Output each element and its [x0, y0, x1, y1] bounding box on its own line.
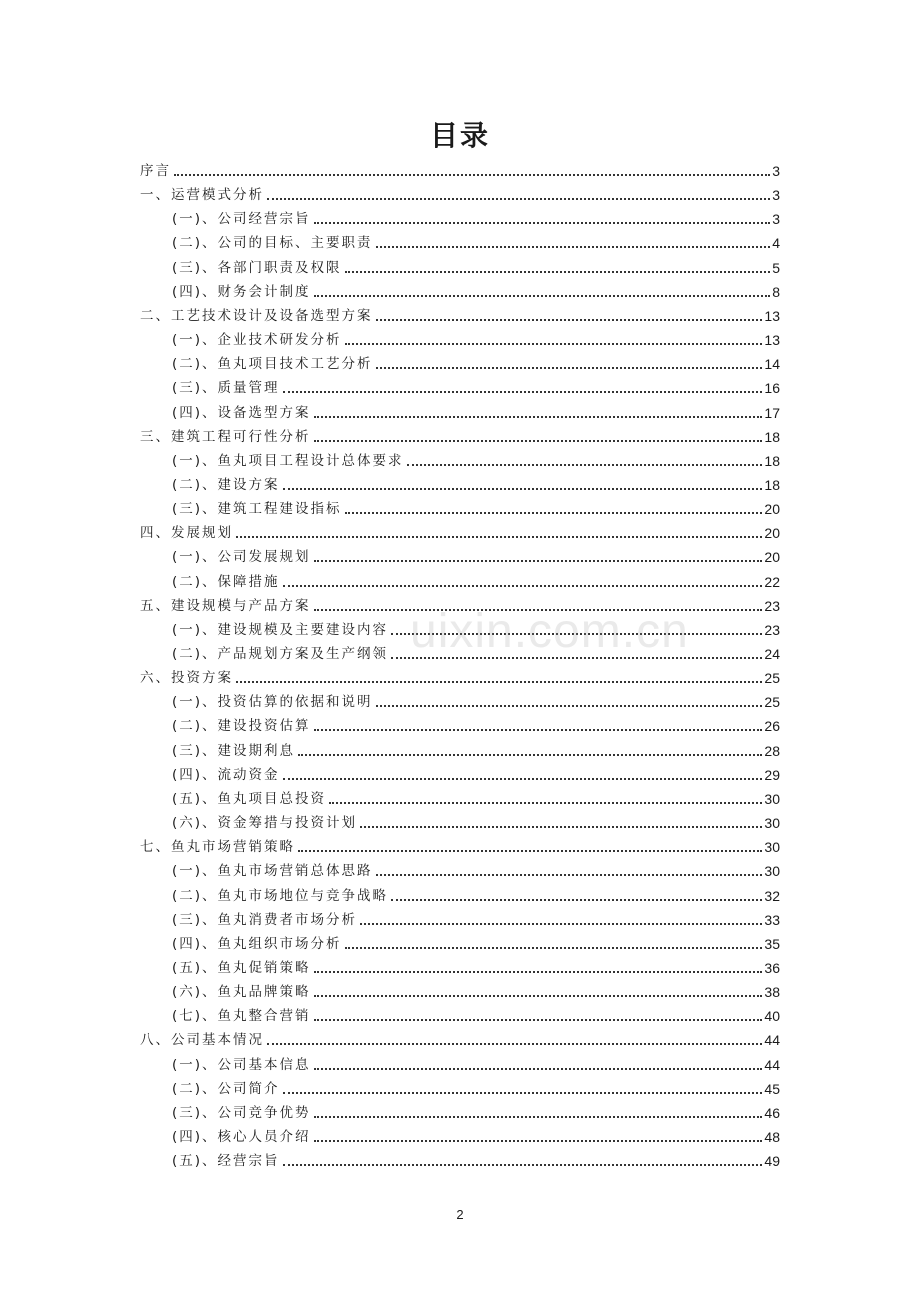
toc-entry-page: 38: [764, 984, 780, 1001]
toc-dot-leader: [314, 971, 763, 973]
watermark: uixin.com.cn: [410, 605, 689, 658]
toc-entry-page: 36: [764, 959, 780, 976]
toc-entry-label: (六)、鱼丸品牌策略: [172, 984, 311, 1001]
toc-entry-label: (四)、鱼丸组织市场分析: [172, 935, 342, 952]
toc-entry-page: 23: [764, 597, 780, 614]
toc-entry-chapter[interactable]: [140, 426, 780, 448]
toc-entry-label: (三)、质量管理: [172, 380, 280, 397]
toc-entry-label: (一)、公司经营宗旨: [172, 211, 311, 228]
toc-entry-chapter[interactable]: [140, 184, 780, 206]
toc-entry-section[interactable]: [172, 1150, 780, 1172]
toc-entry-section[interactable]: [172, 1054, 780, 1076]
toc-dot-leader: [314, 995, 763, 997]
toc-entry-page: 40: [764, 1008, 780, 1025]
toc-entry-section[interactable]: [172, 377, 780, 399]
toc-dot-leader: [314, 1068, 763, 1070]
toc-entry-label: 一、运营模式分析: [140, 187, 264, 204]
toc-dot-leader: [329, 802, 762, 804]
toc-entry-page: 46: [764, 1104, 780, 1121]
toc-entry-label: (一)、鱼丸项目工程设计总体要求: [172, 452, 404, 469]
toc-entry-page: 30: [764, 815, 780, 832]
toc-dot-leader: [376, 705, 763, 707]
toc-dot-leader: [283, 585, 763, 587]
toc-entry-label: (七)、鱼丸整合营销: [172, 1008, 311, 1025]
toc-entry-page: 33: [764, 911, 780, 928]
toc-entry-page: 30: [764, 863, 780, 880]
toc-dot-leader: [267, 1043, 762, 1045]
toc-entry-label: 六、投资方案: [140, 670, 233, 687]
toc-dot-leader: [314, 440, 763, 442]
toc-dot-leader: [314, 560, 763, 562]
toc-dot-leader: [376, 246, 771, 248]
toc-entry-page: 18: [764, 452, 780, 469]
toc-entry-section[interactable]: [172, 909, 780, 931]
toc-entry-label: (五)、鱼丸项目总投资: [172, 790, 327, 807]
toc-entry-label: (一)、投资估算的依据和说明: [172, 694, 373, 711]
toc-entry-section[interactable]: [172, 1005, 780, 1027]
toc-entry-label: (六)、资金筹措与投资计划: [172, 815, 358, 832]
toc-entry-label: (一)、公司基本信息: [172, 1056, 311, 1073]
toc-entry-label: (一)、公司发展规划: [172, 549, 311, 566]
toc-entry-section[interactable]: [172, 232, 780, 254]
toc-entry-page: 18: [764, 428, 780, 445]
toc-entry-label: (四)、核心人员介绍: [172, 1129, 311, 1145]
toc-entry-chapter[interactable]: [140, 836, 780, 858]
page-title: 目录: [429, 119, 490, 152]
toc-entry-page: 29: [764, 766, 780, 783]
toc-dot-leader: [407, 464, 763, 466]
toc-entry-section[interactable]: [172, 1078, 780, 1100]
toc-dot-leader: [376, 874, 763, 876]
toc-entry-label: (一)、建设规模及主要建设内容: [172, 621, 389, 638]
toc-entry-label: 四、发展规划: [140, 525, 233, 542]
toc-entry-page: 16: [764, 380, 780, 397]
toc-dot-leader: [283, 1092, 763, 1094]
toc-entry-label: (三)、各部门职责及权限: [172, 259, 342, 276]
toc-entry-section[interactable]: [172, 715, 780, 737]
toc-entry-page: 28: [764, 742, 780, 759]
toc-entry-page: 20: [764, 501, 780, 518]
toc-dot-leader: [283, 1164, 763, 1166]
toc-entry-label: (一)、企业技术研发分析: [172, 332, 342, 349]
toc-entry-label: 二、工艺技术设计及设备选型方案: [140, 307, 373, 324]
toc-entry-page: 30: [764, 839, 780, 856]
toc-dot-leader: [345, 271, 771, 273]
toc-dot-leader: [283, 488, 763, 490]
toc-dot-leader: [283, 391, 763, 393]
toc-entry-section[interactable]: [172, 957, 780, 979]
toc-entry-label: 七、鱼丸市场营销策略: [140, 839, 295, 856]
toc-entry-section[interactable]: [172, 788, 780, 810]
toc-entry-page: 23: [764, 621, 780, 638]
toc-dot-leader: [376, 319, 763, 321]
toc-entry-section[interactable]: [172, 1126, 780, 1148]
toc-entry-label: (二)、公司的目标、主要职责: [172, 235, 373, 252]
toc-entry-page: 35: [764, 935, 780, 952]
toc-dot-leader: [236, 681, 762, 683]
toc-dot-leader: [391, 899, 762, 901]
toc-entry-page: 20: [764, 549, 780, 566]
page-number: 2: [456, 1207, 464, 1222]
toc-entry-label: (二)、产品规划方案及生产纲领: [172, 646, 389, 662]
toc-entry-section[interactable]: [172, 1102, 780, 1124]
toc-entry-page: 44: [764, 1032, 780, 1049]
toc-entry-page: 25: [764, 670, 780, 687]
toc-entry-section[interactable]: [172, 208, 780, 230]
toc-entry-page: 4: [772, 235, 780, 252]
toc-entry-label: 序言: [140, 163, 171, 179]
toc-entry-section[interactable]: [172, 281, 780, 303]
toc-entry-label: (四)、设备选型方案: [172, 404, 311, 421]
toc-entry-label: (四)、财务会计制度: [172, 283, 311, 300]
toc-entry-label: 八、公司基本情况: [140, 1032, 264, 1049]
toc-entry-page: 24: [764, 646, 780, 662]
toc-entry-page: 49: [764, 1153, 780, 1170]
toc-entry-page: 5: [772, 259, 780, 276]
toc-entry-page: 18: [764, 476, 780, 493]
toc-entry-label: (五)、经营宗旨: [172, 1153, 280, 1170]
toc-dot-leader: [314, 295, 771, 297]
toc-entry-label: (二)、鱼丸市场地位与竞争战略: [172, 887, 389, 904]
toc-dot-leader: [314, 1019, 763, 1021]
toc-entry-page: 17: [764, 404, 780, 421]
toc-dot-leader: [360, 826, 762, 828]
toc-dot-leader: [298, 850, 762, 852]
toc-dot-leader: [314, 416, 763, 418]
toc-entry-page: 13: [764, 307, 780, 324]
toc-entry-section[interactable]: [172, 691, 780, 713]
toc-entry-section[interactable]: [172, 740, 780, 762]
toc-entry-page: 14: [764, 356, 780, 373]
toc-entry-chapter[interactable]: [140, 667, 780, 689]
toc-entry-section[interactable]: [172, 402, 780, 424]
toc-entry-page: 25: [764, 694, 780, 711]
toc-entry-section[interactable]: [172, 933, 780, 955]
toc-entry-label: 五、建设规模与产品方案: [140, 597, 311, 614]
toc-dot-leader: [376, 367, 763, 369]
toc-entry-chapter[interactable]: [140, 160, 780, 182]
toc-entry-section[interactable]: [172, 257, 780, 279]
toc-dot-leader: [314, 729, 763, 731]
toc-entry-page: 44: [764, 1056, 780, 1073]
toc-dot-leader: [314, 1116, 763, 1118]
toc-entry-page: 30: [764, 790, 780, 807]
toc-entry-section[interactable]: [172, 764, 780, 786]
toc-dot-leader: [236, 536, 762, 538]
toc-entry-label: (五)、鱼丸促销策略: [172, 959, 311, 976]
toc-dot-leader: [345, 947, 763, 949]
toc-entry-chapter[interactable]: [140, 522, 780, 544]
toc-dot-leader: [283, 778, 763, 780]
toc-entry-page: 32: [764, 887, 780, 904]
toc-entry-label: (二)、建设方案: [172, 476, 280, 493]
toc-dot-leader: [360, 923, 762, 925]
toc-entry-page: 45: [764, 1080, 780, 1097]
toc-entry-section[interactable]: [172, 885, 780, 907]
toc-entry-page: 13: [764, 332, 780, 349]
toc-dot-leader: [345, 343, 763, 345]
toc-entry-page: 8: [772, 283, 780, 300]
toc-entry-section[interactable]: [172, 812, 780, 834]
toc-entry-label: (三)、建设期利息: [172, 742, 296, 759]
toc-dot-leader: [314, 222, 771, 224]
toc-entry-label: (二)、建设投资估算: [172, 718, 311, 735]
toc-entry-section[interactable]: [172, 450, 780, 472]
toc-entry-label: (二)、保障措施: [172, 573, 280, 590]
toc-entry-section[interactable]: [172, 546, 780, 568]
toc-entry-section[interactable]: [172, 571, 780, 593]
toc-entry-page: 22: [764, 573, 780, 590]
toc-entry-page: 3: [772, 211, 780, 228]
toc-entry-section[interactable]: [172, 981, 780, 1003]
toc-entry-section[interactable]: [172, 860, 780, 882]
toc-entry-label: 三、建筑工程可行性分析: [140, 428, 311, 445]
toc-entry-section[interactable]: [172, 329, 780, 351]
toc-entry-page: 26: [764, 718, 780, 735]
toc-entry-section[interactable]: [172, 474, 780, 496]
toc-entry-page: 20: [764, 525, 780, 542]
toc-entry-chapter[interactable]: [140, 305, 780, 327]
toc-entry-label: (二)、鱼丸项目技术工艺分析: [172, 356, 373, 373]
toc-entry-section[interactable]: [172, 498, 780, 520]
toc-entry-page: 3: [772, 187, 780, 204]
toc-dot-leader: [267, 198, 770, 200]
toc-entry-page: 3: [772, 163, 780, 179]
toc-entry-section[interactable]: [172, 353, 780, 375]
toc-entry-label: (三)、建筑工程建设指标: [172, 501, 342, 518]
toc-entry-label: (二)、公司简介: [172, 1080, 280, 1097]
toc-dot-leader: [314, 1140, 763, 1142]
toc-dot-leader: [345, 512, 763, 514]
toc-entry-label: (四)、流动资金: [172, 766, 280, 783]
toc-entry-label: (一)、鱼丸市场营销总体思路: [172, 863, 373, 880]
toc-entry-label: (三)、公司竞争优势: [172, 1104, 311, 1121]
toc-entry-page: 48: [764, 1129, 780, 1145]
toc-entry-label: (三)、鱼丸消费者市场分析: [172, 911, 358, 928]
toc-dot-leader: [298, 754, 762, 756]
toc-entry-chapter[interactable]: [140, 1029, 780, 1051]
toc-dot-leader: [174, 174, 770, 176]
